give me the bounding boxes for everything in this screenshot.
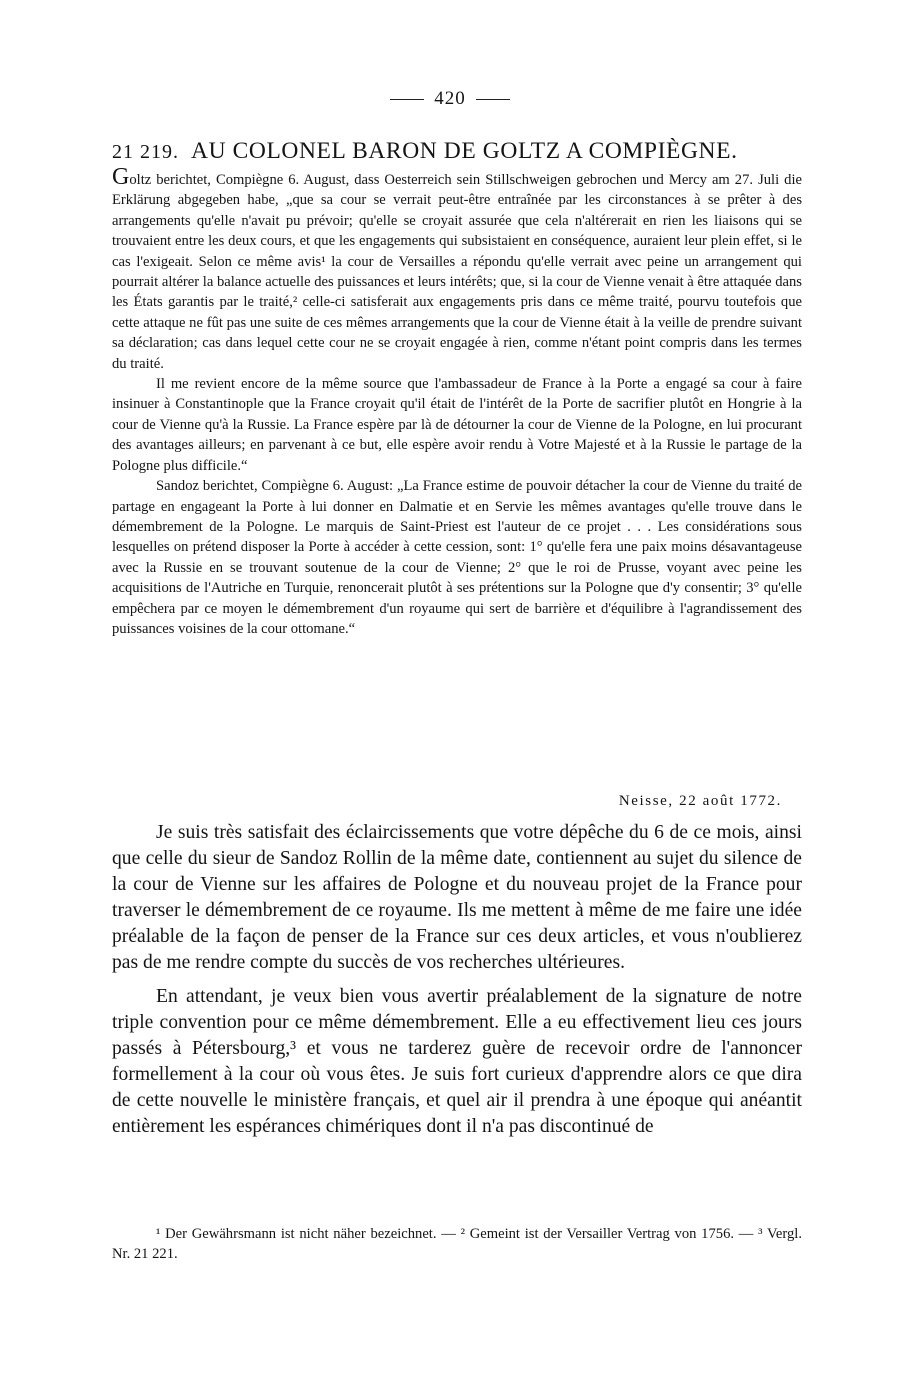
- footnotes-text: ¹ Der Gewährsmann ist nicht näher bezeichnet. — ² Gemeint ist der Versailler Vertrag von 1756. — ³ Vergl. Nr. 21 221.: [112, 1226, 802, 1262]
- report-paragraph-goltz: [112, 164, 802, 374]
- page-number-rule-right: [476, 99, 510, 100]
- drop-cap: G: [112, 164, 130, 190]
- letter-paragraph-1: Je suis très satisfait des éclaircissements que votre dépêche du 6 de ce mois, ainsi que celle du sieur de Sandoz Rollin de la même date, contiennent au sujet du silence de la cour de Vienne sur les affaires de Pologne et du nouveau projet de la France pour traverser le démembrement de ce royaume. Ils me mettent à même de me faire une idée préalable de la façon de penser de la France sur ces deux articles, et vous n'oublierez pas de me rendre compte du succès de vos recherches ultérieures.: [112, 822, 802, 973]
- dateline: Neisse, 22 août 1772.: [618, 793, 782, 809]
- footnotes: [112, 1224, 802, 1264]
- report-summary: [112, 164, 802, 639]
- letter-heading: [112, 138, 792, 165]
- report-paragraph-sandoz: Sandoz berichtet, Compiègne 6. August: „La France estime de pouvoir détacher la cour de Vienne du traité de partage en engageant la Porte à lui donner en Dalmatie et en Servie les mêmes avantages qu'elle trouve dans le démembrement de la Pologne. Le marquis de Saint-Priest est l'auteur de ce projet . . . Les considérations sous lesquelles on prétend disposer la Porte à accéder à cette cession, sont: 1° qu'elle fera une paix moins désavantageuse avec la Russie en se trouvant soutenue de la cour de Vienne; 2° que le roi de Prusse, voyant avec peine les acquisitions de l'Autriche en Turquie, renoncerait plutôt à ses prétentions sur la Pologne que d'y consentir; 3° qu'elle empêchera par ce moyen le démembrement d'un royaume qui sert de barrière et d'équilibre à l'agrandissement des puissances voisines de la cour ottomane.“: [112, 478, 802, 637]
- letter-paragraph-2: En attendant, je veux bien vous avertir préalablement de la signature de notre triple convention pour ce même démembrement. Elle a eu effectivement lieu ces jours passés à Pétersbourg,³ et vous ne tarderez guère de recevoir ordre de l'annoncer formellement à la cour où vous êtes. Je suis fort curieux d'apprendre alors ce que dira de cette nouvelle le ministère français, et quel air il prendra à une époque qui anéantit entièrement les espérances chimériques dont il n'a pas discontinué de: [112, 986, 802, 1137]
- page-number-rule-left: [390, 99, 424, 100]
- page-number: [0, 88, 900, 110]
- letter-body: [112, 820, 802, 1148]
- page-number-text: 420: [434, 88, 466, 109]
- letter-number: 21 219.: [112, 141, 179, 163]
- report-paragraph-goltz-text: oltz berichtet, Compiègne 6. August, dass Oesterreich sein Stillschweigen gebrochen und Mercy am 27. Juli die Erklärung abgegeben habe, „que sa cour se verrait peut-être entraînée par les circonstances à se prêter à des arrangements qu'elle n'avait pu prévoir; qu'elle se croyait assurée que cela n'altérerait en rien les liaisons qui se trouvaient entre les deux cours, et que les engagements qui subsistaient en conséquence, auraient leur plein effet, si le cas l'exigeait. Selon ce même avis¹ la cour de Versailles a répondu qu'elle verrait avec peine un arrangement qui pourrait altérer la balance actuelle des puissances et leurs intérêts; que, si la cour de Vienne venait à être attaquée dans les États garantis par le traité,² celle-ci satisferait aux engagements pris dans ce même traité, pourvu toutefois que cette attaque ne fût pas une suite de ces mêmes arrangements que la cour de Vienne était à la veille de prendre suivant sa déclaration; cas dans lequel cette cour ne se croyait engagée à rien, comme n'étant point compris dans les termes du traité.: [112, 172, 802, 372]
- letter-title: AU COLONEL BARON DE GOLTZ A COMPIÈGNE.: [191, 138, 738, 164]
- report-paragraph-porte: Il me revient encore de la même source que l'ambassadeur de France à la Porte a engagé sa cour à faire insinuer à Constantinople que la France croyait qu'il était de l'intérêt de la Porte de sacrifier plutôt en Hongrie à la cour de Vienne qu'à la Russie. La France espère par là de détourner la cour de Vienne de la Pologne, en lui procurant des avantages ailleurs; en parvenant à ce but, elle espère avoir rendu à Votre Majesté et à la Russie le partage de la Pologne plus difficile.“: [112, 376, 802, 474]
